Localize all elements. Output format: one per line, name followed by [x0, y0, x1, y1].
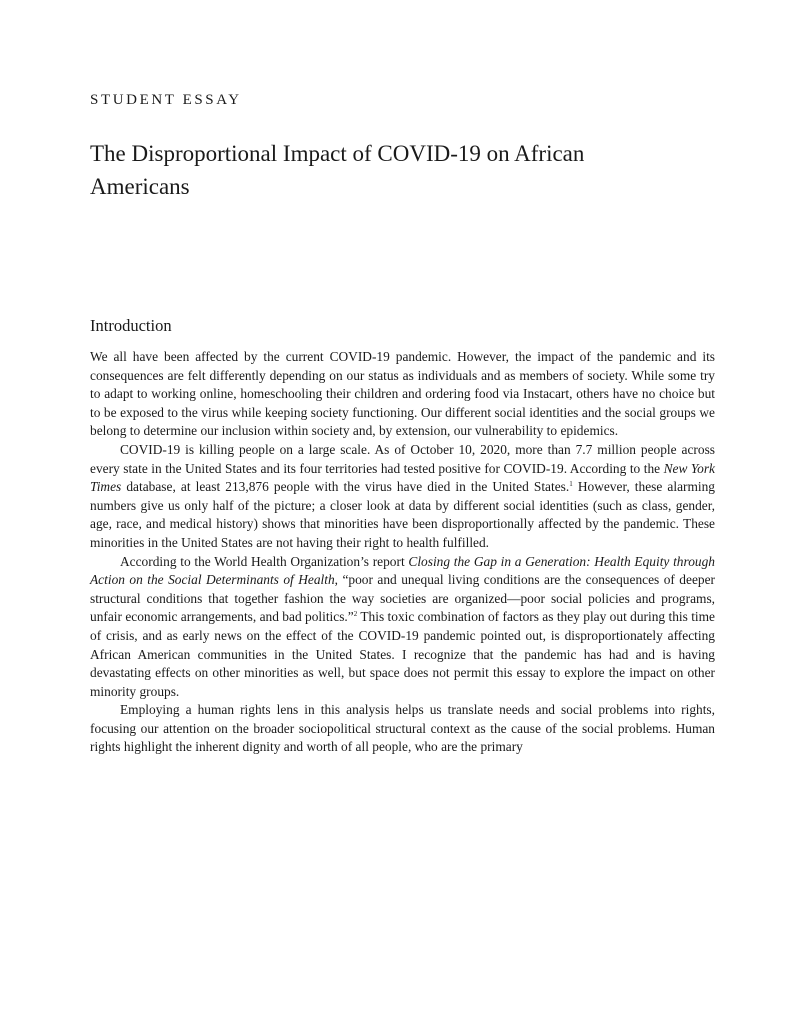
paragraph-4: Employing a human rights lens in this analysis helps us translate needs and social problems into rights, focusing our attention on the broader sociopolitical structural context as the cause of the social problems. Human rights highlight the inherent dignity and worth of all people, who are the primary [90, 702, 715, 755]
paragraph-2 [90, 441, 715, 553]
paragraph-3-italic-report: Closing the Gap in a Generation: Health Equity through Action on the Social Determinants of Health [90, 553, 715, 588]
section-heading-introduction: Introduction [90, 316, 172, 335]
paragraph-3-text-b: , “poor and unequal living conditions are the consequences of deeper structural conditions that together fashion the way societies are organized—poor social policies and programs, unfair economic arrangements, and bad politics.” [90, 572, 715, 625]
paragraph-3 [90, 553, 715, 702]
paragraph-2-text-c: However, these alarming numbers give us only half of the picture; a closer look at data by different social identities (such as class, gender, age, race, and medical history) shows that minorities have been disproportionally affected by the pandemic. These minorities in the United States are not having their right to health fulfilled. [90, 479, 716, 550]
footnote-ref-2: 2 [353, 610, 358, 619]
essay-title: The Disproportional Impact of COVID-19 on African Americans [90, 141, 585, 199]
essay-body [90, 348, 715, 757]
paragraph-3-text-a: According to the World Health Organization’s report [120, 553, 409, 569]
paragraph-2-text-a: COVID-19 is killing people on a large scale. As of October 10, 2020, more than 7.7 million people across every state in the United States and its four territories had tested positive for COVID-19. According to the [90, 441, 715, 476]
essay-kicker: STUDENT ESSAY [90, 92, 242, 108]
document-page [90, 0, 715, 1030]
footnote-ref-1: 1 [569, 480, 573, 489]
paragraph-1: We all have been affected by the current COVID-19 pandemic. However, the impact of the pandemic and its consequences are felt differently depending on our status as individuals and as members of society. While some try to adapt to working online, homeschooling their children and ordering food via Instacart, others have no choice but to be exposed to the virus while keeping society functioning. Our different social identities and the social groups we belong to determine our inclusion within society and, by extension, our vulnerability to epidemics. [90, 349, 715, 439]
paragraph-3-text-c: This toxic combination of factors as they play out during this time of crisis, and as early news on the effect of the COVID-19 pandemic pointed out, is disproportionately affecting African American communities in the United States. I recognize that the pandemic has had and is having devastating effects on other minorities as well, but space does not permit this essay to explore the impact on other minority groups. [90, 609, 715, 699]
paragraph-2-italic-source: New York Times [90, 460, 715, 495]
paragraph-2-text-b: database, at least 213,876 people with the virus have died in the United States. [121, 479, 570, 495]
